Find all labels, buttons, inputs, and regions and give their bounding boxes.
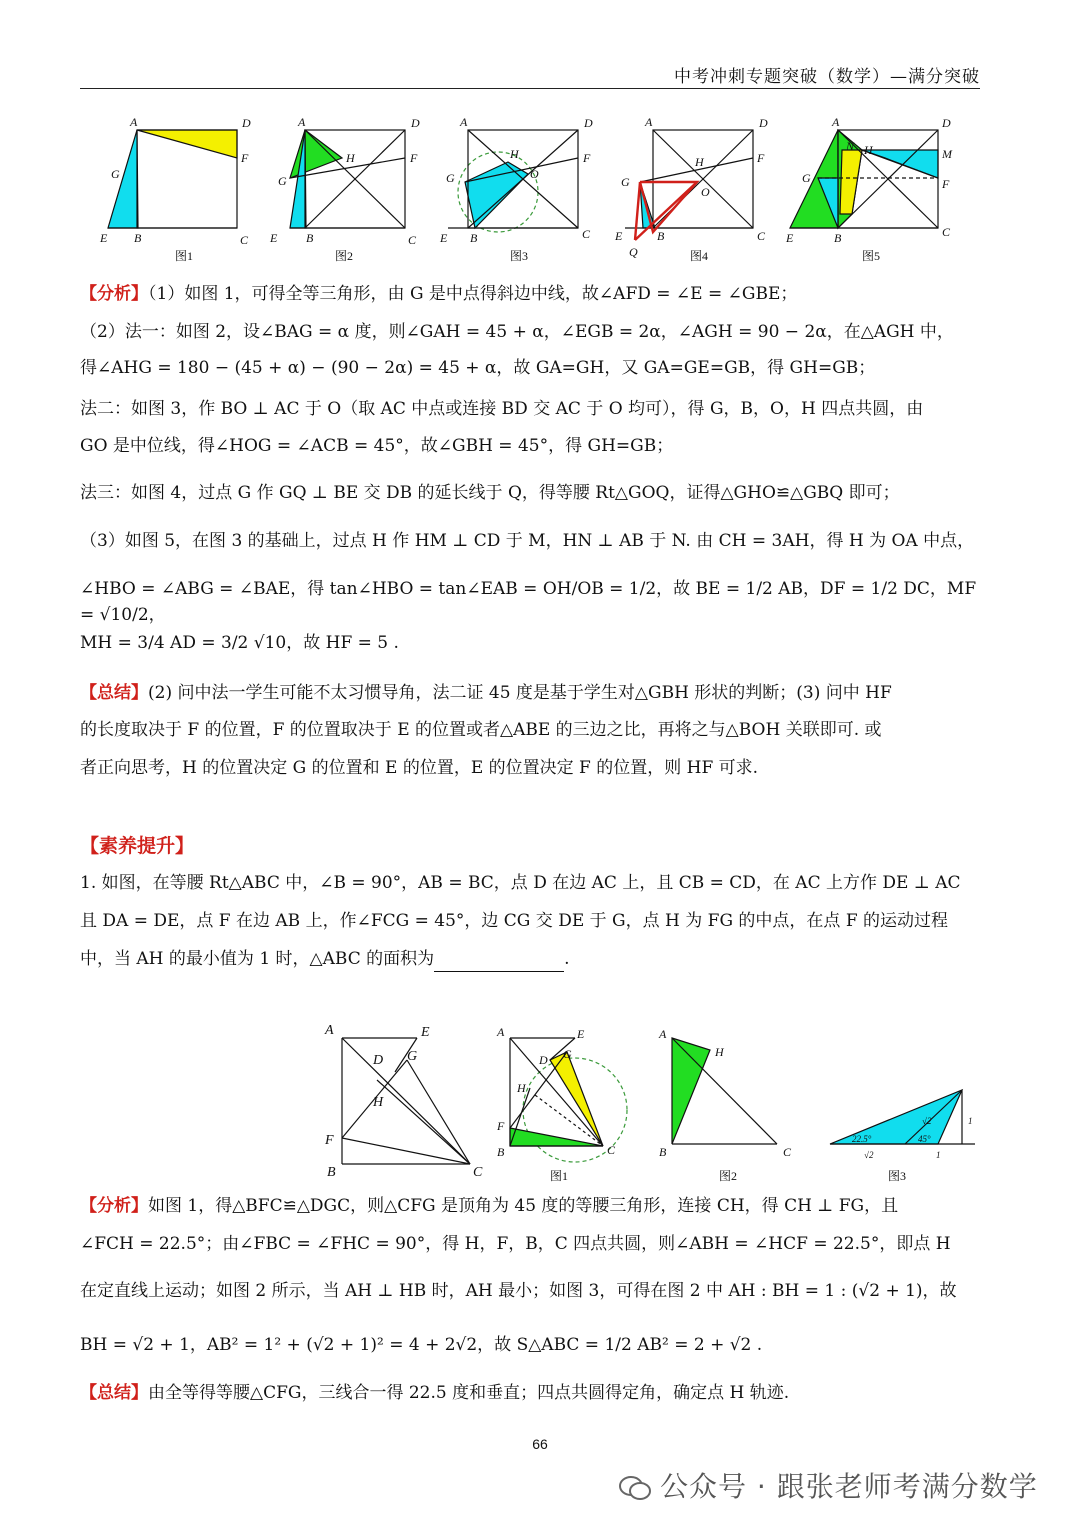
label-H: H [346,151,355,165]
analysis-2-line2: ∠FCH = 22.5°；由∠FBC = ∠FHC = 90°，得 H，F，B，C 四点共圆，则∠ABH = ∠HCF = 22.5°，即点 H [80,1234,951,1254]
label-G: G [802,171,811,185]
label-D: D [242,116,251,130]
problem-line1: 1. 如图，在等腰 Rt△ABC 中，∠B = 90°，AB = BC，点 D 在边 AC 上，且 CB = CD，在 AC 上方作 DE ⊥ AC [80,873,961,893]
label-D: D [539,1053,548,1067]
label-G: G [278,174,287,188]
label-C: C [473,1165,483,1180]
watermark [618,1465,1038,1505]
header-title: 中考冲刺专题突破（数学）—满分突破 [674,67,980,87]
label-Q: Q [629,245,638,259]
label-B: B [134,231,142,245]
analysis-2-line4: BH = √2 + 1，AB² = 1² + (√2 + 1)² = 4 + 2√2，故 S△ABC = 1/2 AB² = 2 + √2 . [80,1335,763,1355]
problem-line3 [80,946,985,972]
label-C: C [408,233,417,247]
problem-end: . [564,949,570,969]
summary-1-line1 [80,680,985,706]
label-H: H [517,1081,526,1095]
label-C: C [757,229,766,243]
label-D: D [942,116,951,130]
label-C: C [582,227,591,241]
top-figure-row [90,110,980,270]
label-E: E [421,1025,430,1040]
label-D: D [373,1053,384,1068]
answer-blank [434,953,564,972]
label-B: B [306,231,314,245]
label-B: B [834,231,842,245]
label-G: G [111,167,120,181]
label-E: E [440,231,448,245]
label-A: A [460,115,468,129]
label-H: H [695,155,704,169]
figure-2 [269,115,420,263]
label-H: H [715,1045,724,1059]
label-A: A [659,1027,667,1041]
figure-1 [99,115,251,263]
fig3-caption: 图3 [888,1169,907,1183]
label-A: A [298,115,306,129]
label-A: A [497,1025,505,1039]
fig3-caption: 图3 [510,249,529,263]
fig2-caption: 图2 [719,1169,738,1183]
label-G: G [563,1047,572,1061]
label-D: D [411,116,420,130]
summary-2-line1 [80,1380,985,1406]
analysis-1-line5: GO 是中位线，得∠HOG = ∠ACB = 45°，故∠GBH = 45°，得 GH=GB； [80,436,674,456]
analysis-tag: 【分析】 [80,284,148,304]
fig2-caption: 图2 [335,249,354,263]
analysis-1-line3: 得∠AHG = 180 − (45 + α) − (90 − 2α) = 45 + α，故 GA=GH，又 GA=GE=GB，得 GH=GB； [80,358,876,378]
label-E: E [270,231,278,245]
figure-5 [785,115,953,263]
analysis-1-line8: ∠HBO = ∠ABG = ∠BAE，得 tan∠HBO = tan∠EAB = OH/OB = 1/2，故 BE = 1/2 AB，DF = 1/2 DC，MF = √10/2， [80,579,977,625]
wechat-icon [618,1475,652,1501]
label-F: F [241,151,249,165]
analysis-1-line4: 法二：如图 3，作 BO ⊥ AC 于 O（取 AC 中点或连接 BD 交 AC 于 O 均可），得 G，B，O，H 四点共圆，由 [80,399,924,419]
label-E: E [786,231,794,245]
label-O: O [701,185,710,199]
bottom-figure-1 [496,1025,627,1183]
label-B: B [327,1165,336,1180]
label-O: O [530,167,539,181]
label-A: A [645,115,653,129]
label-A: A [130,115,138,129]
label-E: E [615,229,623,243]
analysis-1-line9: MH = 3/4 AD = 3/2 √10，故 HF = 5 . [80,633,399,653]
label-G: G [446,171,455,185]
analysis-1-line2: （2）法一：如图 2，设∠BAG = α 度，则∠GAH = 45 + α，∠EGB = 2α，∠AGH = 90 − 2α，在△AGH 中， [80,322,954,342]
label-B: B [659,1145,667,1159]
analysis-1-line7: （3）如图 5，在图 3 的基础上，过点 H 作 HM ⊥ CD 于 M，HN ⊥ AB 于 N. 由 CH = 3AH，得 H 为 OA 中点， [80,531,975,551]
label-D: D [584,116,593,130]
label-A: A [832,115,840,129]
label-A: A [325,1023,334,1038]
angle-label: 22.5° [852,1134,872,1144]
analysis-1-line1 [80,281,985,307]
figure-3 [439,115,593,263]
analysis-tag: 【分析】 [80,1196,148,1216]
label-N: N [846,139,855,153]
label-G: G [621,175,630,189]
analysis-2-line3: 在定直线上运动；如图 2 所示，当 AH ⊥ HB 时，AH 最小；如图 3，可得在图 2 中 AH : BH = 1 : (√2 + 1)，故 [80,1281,957,1301]
fig5-caption: 图5 [862,249,881,263]
problem-text3: 中，当 AH 的最小值为 1 时，△ABC 的面积为 [80,949,435,969]
label-D: D [759,116,768,130]
label-F: F [410,151,418,165]
fig1-caption: 图1 [175,249,194,263]
label-H: H [373,1095,384,1110]
label-C: C [942,225,951,239]
label-F: F [583,151,591,165]
label-M: M [942,147,952,161]
length-label: √2 [864,1150,874,1160]
problem-line2: 且 DA = DE，点 F 在边 AB 上，作∠FCG = 45°，边 CG 交 DE 于 G，点 H 为 FG 的中点，在点 F 的运动过程 [80,911,949,931]
page-header [80,62,980,89]
summary-1-line2: 的长度取决于 F 的位置，F 的位置取决于 E 的位置或者△ABE 的三边之比，再将之与△BOH 关联即可. 或 [80,720,882,740]
bottom-figure-3 [830,1090,975,1183]
fig4-caption: 图4 [690,249,709,263]
fig1-caption: 图1 [550,1169,569,1183]
bottom-figure-2 [658,1027,792,1183]
length-label: √2 [922,1116,932,1126]
label-E: E [100,231,108,245]
label-B: B [657,229,665,243]
problem-figure [324,1023,483,1180]
summary-1-line3: 者正向思考，H 的位置决定 G 的位置和 E 的位置，E 的位置决定 F 的位置，则 HF 可求. [80,758,759,778]
section-title: 【素养提升】 [80,835,195,857]
label-B: B [497,1145,505,1159]
label-F: F [757,151,765,165]
page-number: 66 [532,1436,548,1452]
bottom-figure-row [315,1020,995,1185]
figure-4 [614,115,768,263]
length-label: 1 [936,1150,941,1160]
summary-1-text1: (2) 问中法一学生可能不太习惯导角，法二证 45 度是基于学生对△GBH 形状的判断；(3) 问中 HF [148,683,892,703]
label-G: G [407,1049,418,1064]
label-F: F [942,177,950,191]
label-H: H [864,143,873,157]
label-F: F [497,1119,505,1133]
summary-2-text: 由全等得等腰△CFG，三线合一得 22.5 度和垂直；四点共圆得定角，确定点 H 轨迹. [148,1383,790,1403]
analysis-1-line6: 法三：如图 4，过点 G 作 GQ ⊥ BE 交 DB 的延长线于 Q，得等腰 Rt△GOQ，证得△GHO≌△GBQ 即可； [80,483,900,503]
label-E: E [577,1027,585,1041]
length-label: 1 [968,1116,973,1126]
summary-tag: 【总结】 [80,1383,148,1403]
watermark-text: 公众号 · 跟张老师考满分数学 [660,1470,1038,1503]
analysis-2-text1: 如图 1，得△BFC≌△DGC，则△CFG 是顶角为 45 度的等腰三角形，连接 CH，得 CH ⊥ FG，且 [148,1196,899,1216]
label-C: C [783,1145,792,1159]
label-C: C [607,1143,616,1157]
analysis-1-text1: （1）如图 1，可得全等三角形，由 G 是中点得斜边中线，故∠AFD = ∠E = ∠GBE； [148,284,798,304]
label-F: F [325,1133,334,1148]
label-B: B [470,231,478,245]
analysis-2-line1 [80,1193,985,1219]
label-H: H [510,147,519,161]
summary-tag: 【总结】 [80,683,148,703]
label-C: C [240,233,249,247]
angle-label: 45° [918,1134,931,1144]
